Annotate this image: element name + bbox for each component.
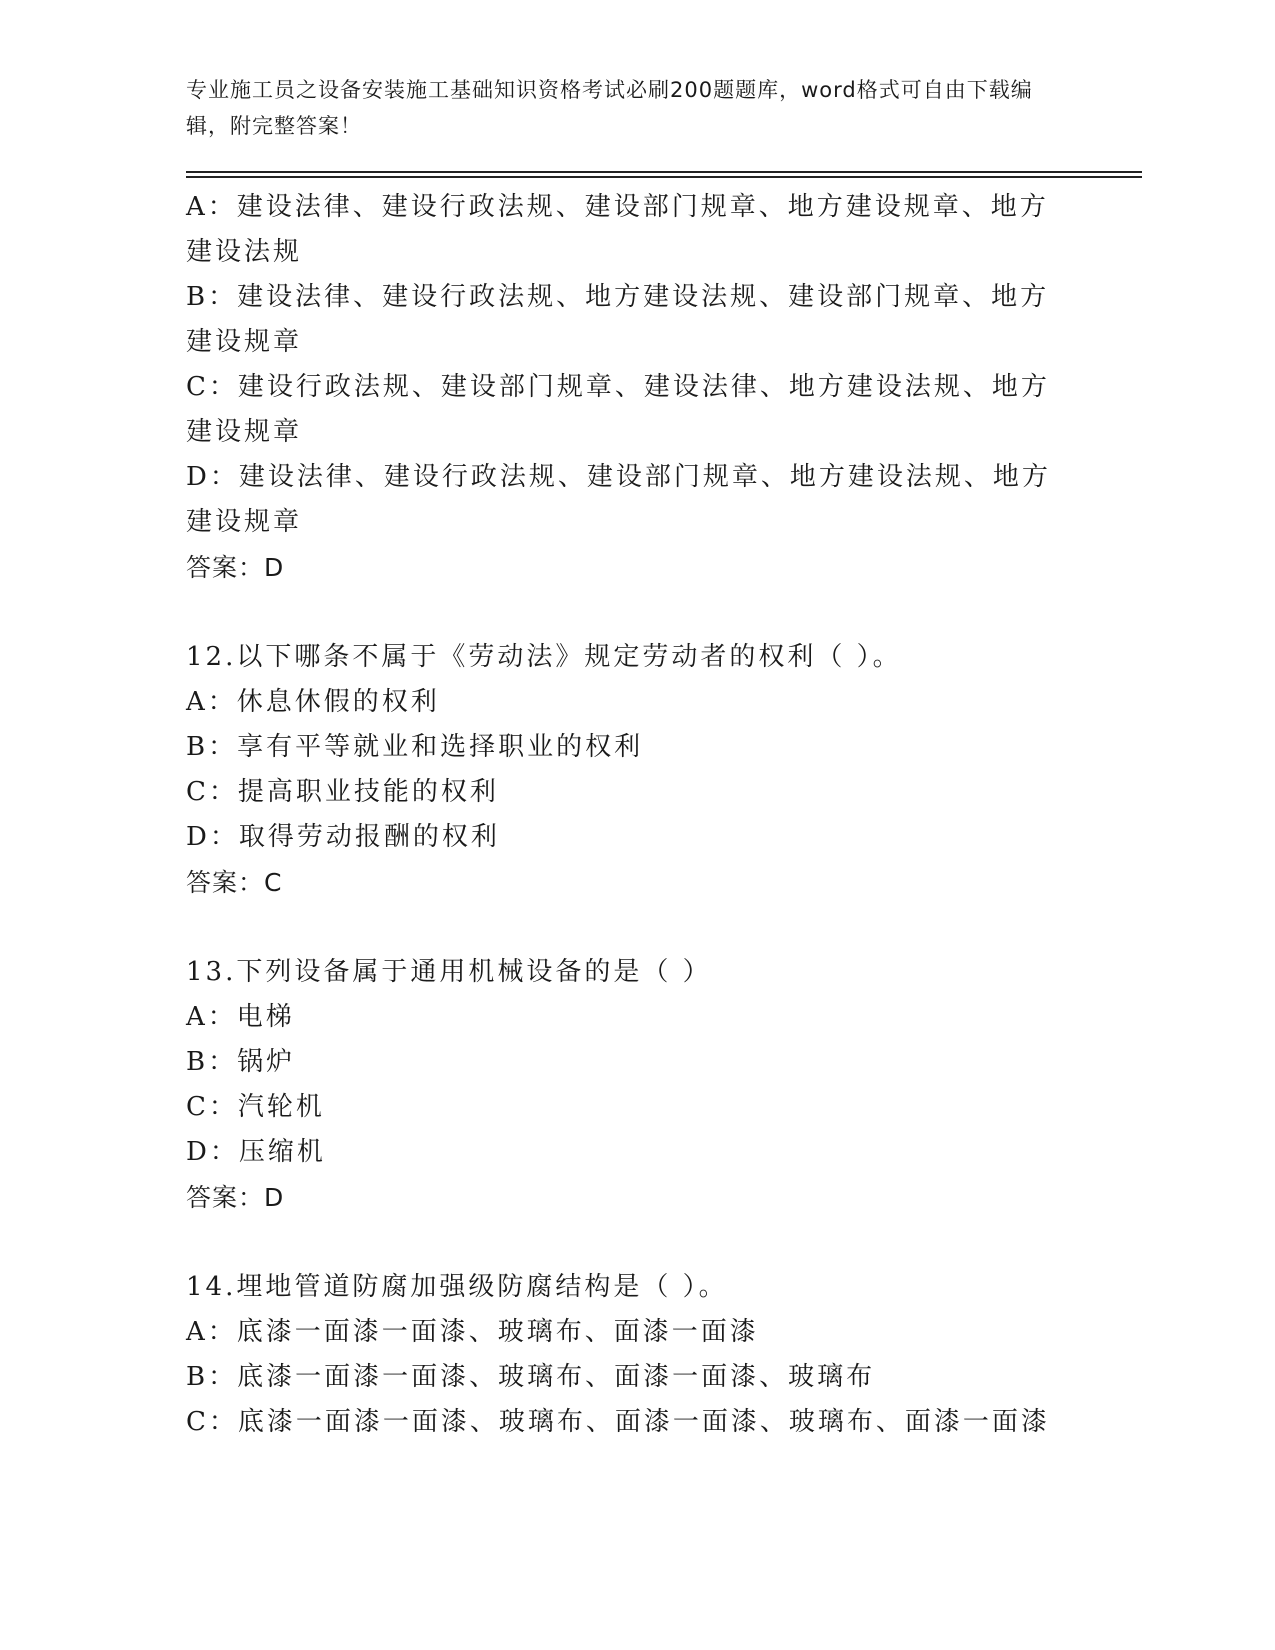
question-11 bbox=[186, 185, 1066, 590]
option-c: C：汽轮机 bbox=[186, 1092, 325, 1122]
document-header bbox=[186, 72, 1066, 144]
option-c: C：提高职业技能的权利 bbox=[186, 777, 499, 807]
option-a: A：电梯 bbox=[186, 1002, 295, 1032]
question-13 bbox=[186, 950, 1066, 1220]
question-12 bbox=[186, 635, 1066, 905]
option-b: B：锅炉 bbox=[186, 1047, 296, 1077]
option-c: C：底漆一面漆一面漆、玻璃布、面漆一面漆、玻璃布、面漆一面漆 bbox=[186, 1407, 1050, 1437]
document-title: 专业施工员之设备安装施工基础知识资格考试必刷200题题库，word格式可自由下载编辑，附完整答案！ bbox=[186, 78, 1033, 138]
header-divider-bottom bbox=[186, 176, 1142, 178]
question-text: 14.埋地管道防腐加强级防腐结构是（ ）。 bbox=[186, 1272, 728, 1302]
option-a: A：休息休假的权利 bbox=[186, 687, 440, 717]
option-d: D：建设法律、建设行政法规、建设部门规章、地方建设法规、地方建设规章 bbox=[186, 462, 1051, 537]
answer: 答案：D bbox=[186, 1183, 285, 1212]
answer: 答案：C bbox=[186, 868, 283, 897]
option-b: B：底漆一面漆一面漆、玻璃布、面漆一面漆、玻璃布 bbox=[186, 1362, 876, 1392]
question-list bbox=[186, 185, 1066, 1445]
option-b: B：享有平等就业和选择职业的权利 bbox=[186, 732, 644, 762]
option-a: A：建设法律、建设行政法规、建设部门规章、地方建设规章、地方建设法规 bbox=[186, 192, 1049, 267]
option-c: C：建设行政法规、建设部门规章、建设法律、地方建设法规、地方建设规章 bbox=[186, 372, 1050, 447]
option-d: D：取得劳动报酬的权利 bbox=[186, 822, 500, 852]
option-b: B：建设法律、建设行政法规、地方建设法规、建设部门规章、地方建设规章 bbox=[186, 282, 1050, 357]
question-text: 12.以下哪条不属于《劳动法》规定劳动者的权利（ ）。 bbox=[186, 642, 902, 672]
option-a: A：底漆一面漆一面漆、玻璃布、面漆一面漆 bbox=[186, 1317, 759, 1347]
question-text: 13.下列设备属于通用机械设备的是（ ） bbox=[186, 957, 712, 987]
header-divider-top bbox=[186, 171, 1142, 173]
answer: 答案：D bbox=[186, 553, 285, 582]
option-d: D：压缩机 bbox=[186, 1137, 326, 1167]
question-14 bbox=[186, 1265, 1066, 1445]
